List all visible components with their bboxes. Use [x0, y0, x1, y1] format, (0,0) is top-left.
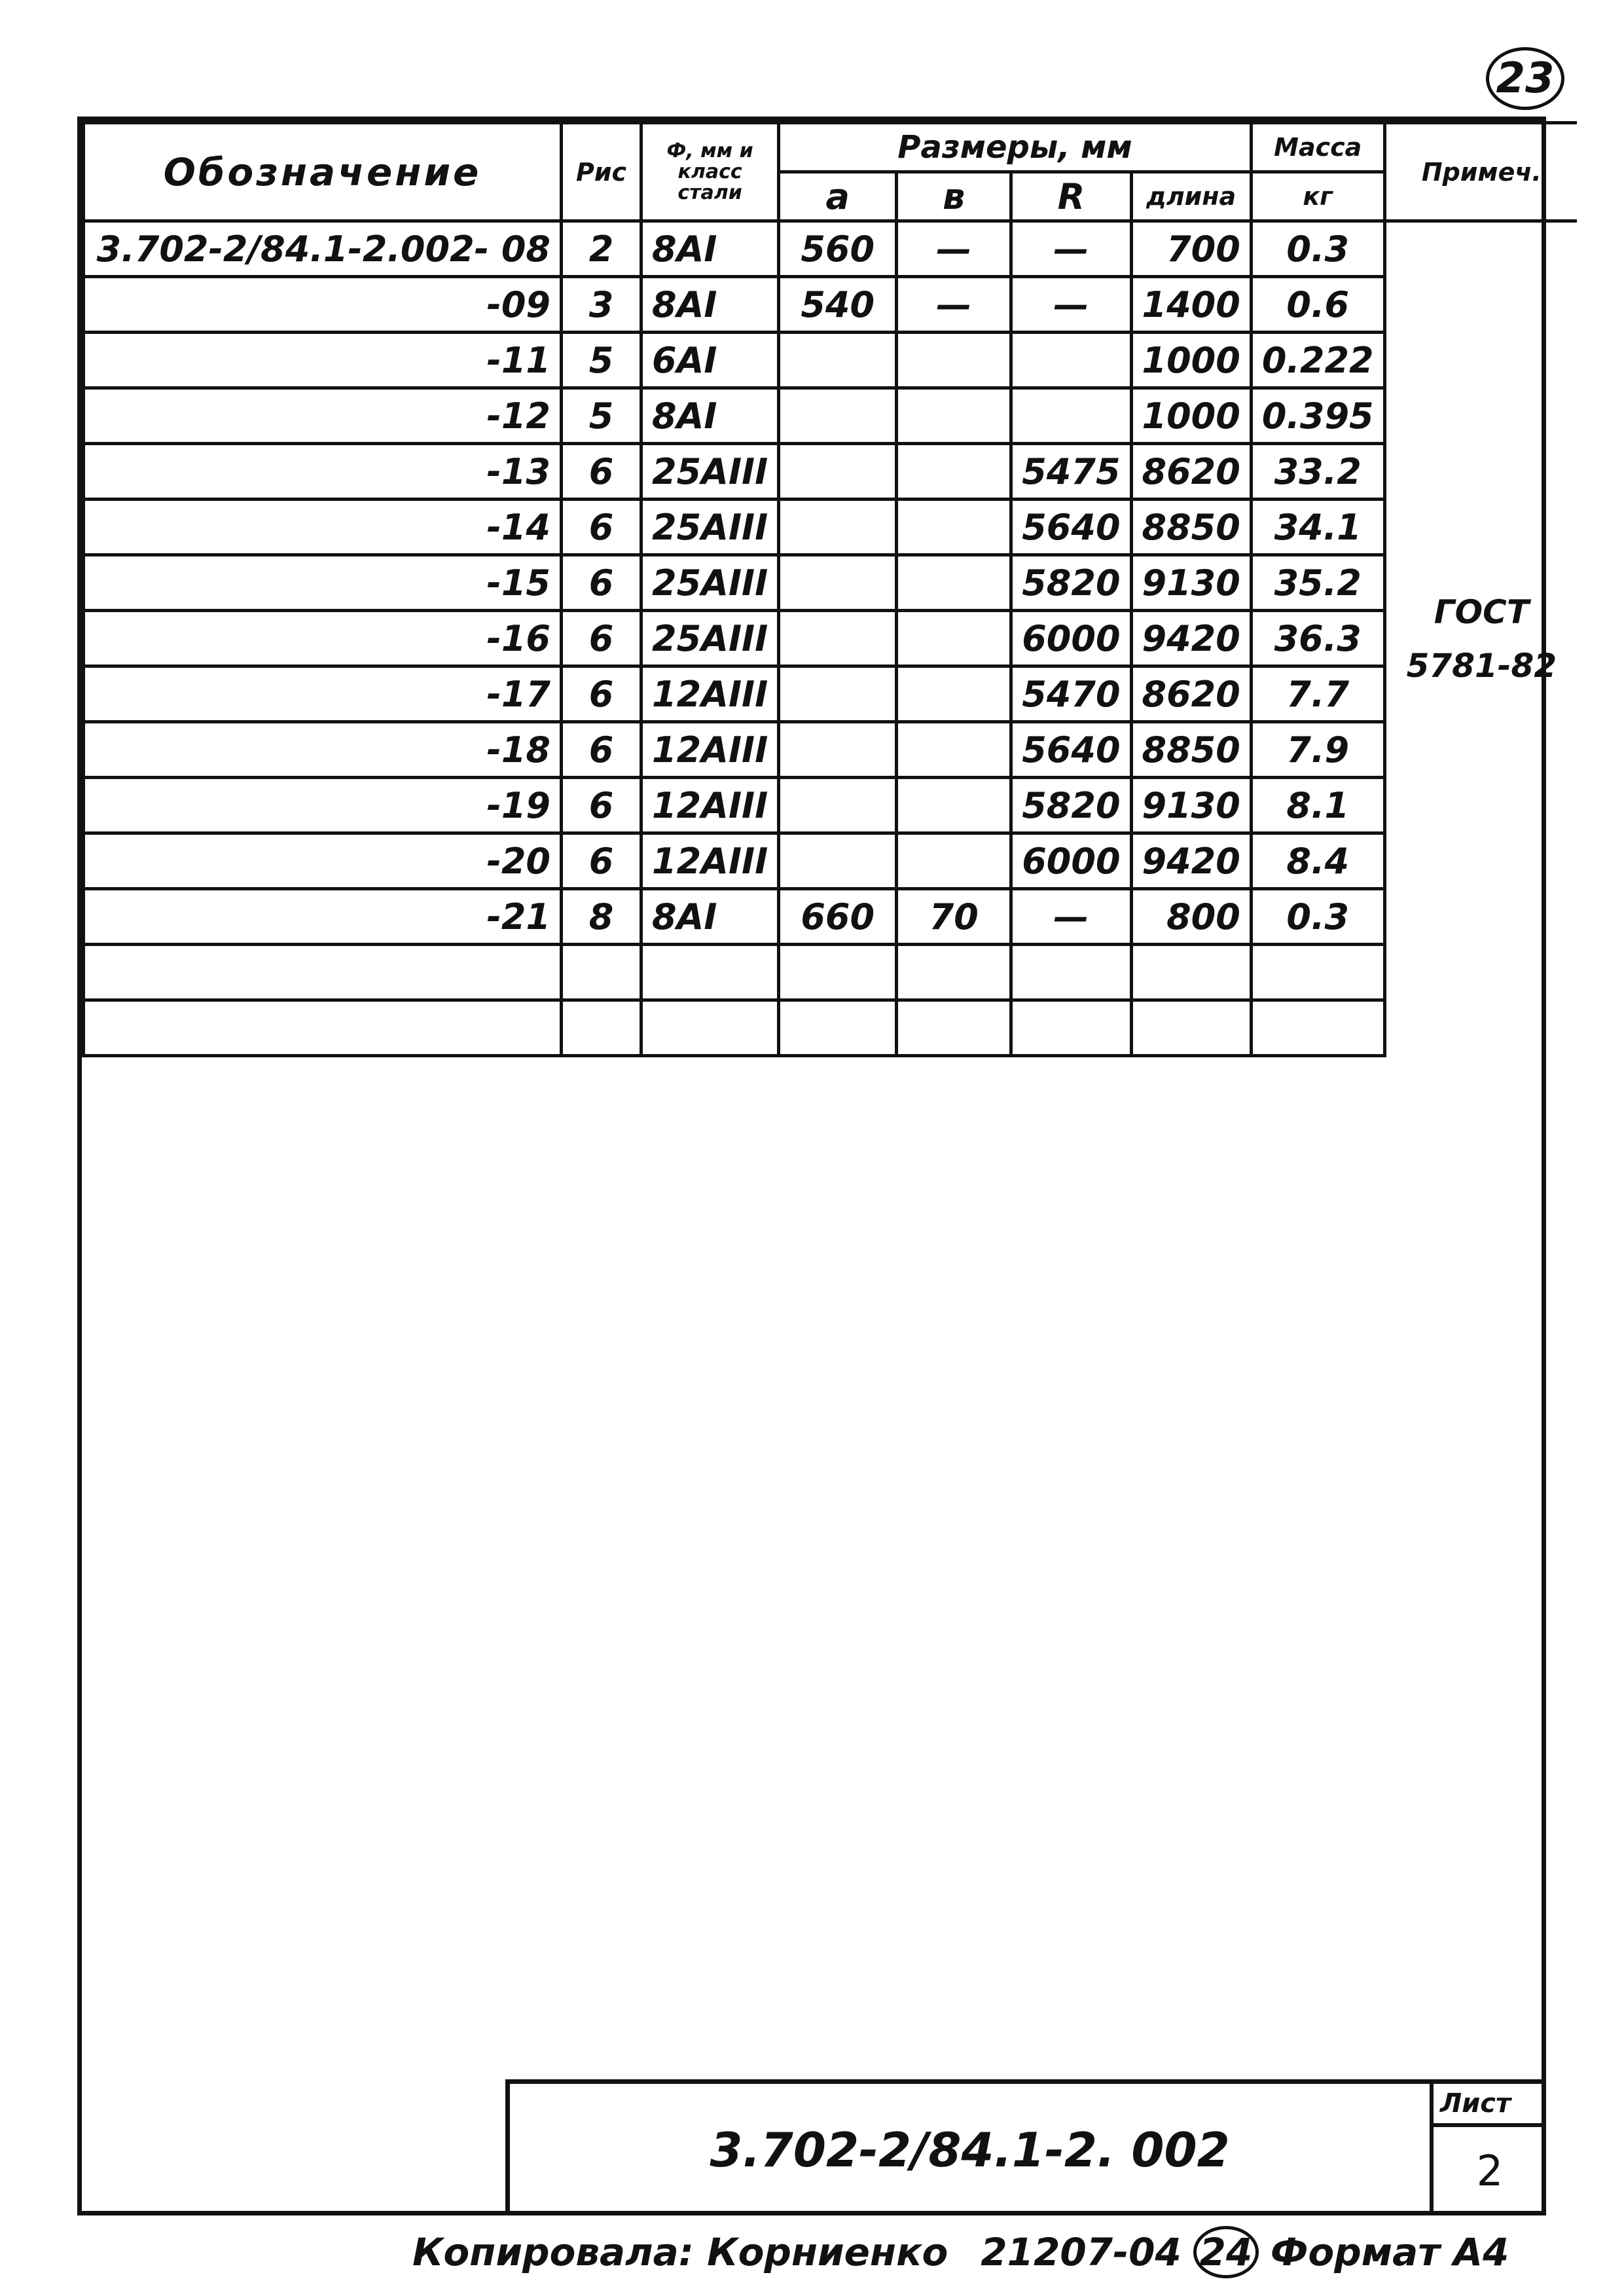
cell-dim-b — [897, 611, 1011, 666]
cell-dim-b — [897, 666, 1011, 722]
footer — [412, 2223, 1509, 2282]
empty-row — [84, 945, 1578, 1000]
header-mass: Масса — [1251, 123, 1384, 172]
cell-dim-r: — — [1011, 221, 1131, 277]
cell-dim-a: 660 — [779, 889, 897, 945]
cell-dim-length: 1400 — [1131, 277, 1251, 333]
cell-dim-r: — — [1011, 277, 1131, 333]
cell-mass: 35.2 — [1251, 555, 1384, 611]
cell-dim-r: 6000 — [1011, 611, 1131, 666]
header-dim-a: a — [779, 172, 897, 221]
cell-dim-length: 9420 — [1131, 611, 1251, 666]
header-dim-b: в — [897, 172, 1011, 221]
cell-dim-length: 1000 — [1131, 388, 1251, 444]
cell-designation: -15 — [84, 555, 562, 611]
cell-designation: -13 — [84, 444, 562, 500]
table-row — [84, 611, 1578, 666]
cell-fig: 8 — [562, 889, 641, 945]
cell-dim-r: — — [1011, 889, 1131, 945]
paper-format: Формат А4 — [1270, 2230, 1509, 2274]
cell-mass: 7.9 — [1251, 722, 1384, 778]
cell-mass: 0.395 — [1251, 388, 1384, 444]
cell-dim-length: 9130 — [1131, 778, 1251, 833]
header-mass-unit: кг — [1251, 172, 1384, 221]
table-row — [84, 666, 1578, 722]
cell-fig: 6 — [562, 833, 641, 889]
cell-mass: 8.4 — [1251, 833, 1384, 889]
page-number: 23 — [1486, 47, 1564, 110]
header-dimensions: Размеры, мм — [779, 123, 1252, 172]
cell-steel: 8AI — [641, 889, 779, 945]
cell-dim-length: 1000 — [1131, 333, 1251, 388]
cell-mass: 0.222 — [1251, 333, 1384, 388]
cell-dim-b: — — [897, 277, 1011, 333]
empty-cell — [641, 1000, 779, 1056]
table-row — [84, 388, 1578, 444]
cell-dim-a: 540 — [779, 277, 897, 333]
empty-cell — [1251, 1000, 1384, 1056]
cell-dim-r: 6000 — [1011, 833, 1131, 889]
cell-dim-b — [897, 833, 1011, 889]
empty-cell — [562, 1000, 641, 1056]
table-row — [84, 778, 1578, 833]
cell-dim-length: 8620 — [1131, 444, 1251, 500]
table-row — [84, 833, 1578, 889]
cell-designation: -21 — [84, 889, 562, 945]
cell-mass: 34.1 — [1251, 500, 1384, 555]
sheet-cell — [1430, 2084, 1546, 2215]
specification-table — [82, 121, 1577, 1057]
empty-cell — [641, 945, 779, 1000]
header-diameter: Ф, мм и класс стали — [641, 123, 779, 221]
cell-dim-a — [779, 555, 897, 611]
cell-dim-b: — — [897, 221, 1011, 277]
cell-fig: 6 — [562, 722, 641, 778]
cell-dim-a — [779, 333, 897, 388]
order-number: 21207-04 — [981, 2230, 1182, 2274]
cell-mass: 0.3 — [1251, 889, 1384, 945]
cell-dim-r: 5640 — [1011, 500, 1131, 555]
cell-designation: -12 — [84, 388, 562, 444]
cell-designation: -19 — [84, 778, 562, 833]
table-row — [84, 722, 1578, 778]
cell-dim-b — [897, 722, 1011, 778]
cell-steel: 12AIII — [641, 778, 779, 833]
empty-cell — [779, 945, 897, 1000]
table-row — [84, 444, 1578, 500]
cell-fig: 6 — [562, 500, 641, 555]
cell-dim-length: 8850 — [1131, 722, 1251, 778]
cell-dim-length: 8850 — [1131, 500, 1251, 555]
cell-designation: 3.702-2/84.1-2.002- 08 — [84, 221, 562, 277]
cell-fig: 6 — [562, 555, 641, 611]
cell-dim-length: 800 — [1131, 889, 1251, 945]
title-block — [505, 2079, 1546, 2215]
cell-dim-a — [779, 833, 897, 889]
cell-dim-a — [779, 500, 897, 555]
cell-dim-a — [779, 666, 897, 722]
cell-dim-b — [897, 444, 1011, 500]
cell-steel: 6AI — [641, 333, 779, 388]
cell-steel: 8AI — [641, 277, 779, 333]
cell-fig: 6 — [562, 666, 641, 722]
cell-steel: 25AIII — [641, 555, 779, 611]
cell-dim-length: 8620 — [1131, 666, 1251, 722]
cell-steel: 25AIII — [641, 444, 779, 500]
cell-mass: 0.3 — [1251, 221, 1384, 277]
cell-dim-b — [897, 388, 1011, 444]
note-cell: ГОСТ 5781-82 — [1384, 221, 1577, 1056]
cell-dim-length: 9420 — [1131, 833, 1251, 889]
cell-steel: 25AIII — [641, 500, 779, 555]
empty-cell — [562, 945, 641, 1000]
cell-fig: 6 — [562, 444, 641, 500]
sheet-label: Лист — [1434, 2084, 1546, 2127]
cell-mass: 0.6 — [1251, 277, 1384, 333]
empty-cell — [84, 945, 562, 1000]
cell-designation: -09 — [84, 277, 562, 333]
table-row — [84, 333, 1578, 388]
empty-row — [84, 1000, 1578, 1056]
cell-dim-a — [779, 611, 897, 666]
cell-mass: 33.2 — [1251, 444, 1384, 500]
cell-steel: 8AI — [641, 221, 779, 277]
cell-mass: 8.1 — [1251, 778, 1384, 833]
copied-by: Копировала: Корниенко — [412, 2230, 948, 2274]
cell-steel: 12AIII — [641, 666, 779, 722]
cell-fig: 6 — [562, 611, 641, 666]
empty-cell — [1251, 945, 1384, 1000]
sheet-number: 2 — [1476, 2147, 1504, 2196]
cell-steel: 8AI — [641, 388, 779, 444]
cell-dim-r: 5640 — [1011, 722, 1131, 778]
empty-cell — [897, 945, 1011, 1000]
table-row — [84, 221, 1578, 277]
cell-fig: 6 — [562, 778, 641, 833]
cell-steel: 12AIII — [641, 722, 779, 778]
cell-dim-length: 700 — [1131, 221, 1251, 277]
cell-designation: -14 — [84, 500, 562, 555]
cell-fig: 5 — [562, 388, 641, 444]
cell-steel: 12AIII — [641, 833, 779, 889]
empty-cell — [1011, 1000, 1131, 1056]
empty-cell — [1131, 1000, 1251, 1056]
header-note: Примеч. — [1384, 123, 1577, 221]
cell-steel: 25AIII — [641, 611, 779, 666]
table-row — [84, 500, 1578, 555]
cell-mass: 36.3 — [1251, 611, 1384, 666]
cell-dim-r: 5820 — [1011, 778, 1131, 833]
cell-dim-r — [1011, 333, 1131, 388]
cell-dim-a — [779, 778, 897, 833]
empty-cell — [1011, 945, 1131, 1000]
cell-designation: -18 — [84, 722, 562, 778]
cell-dim-a — [779, 444, 897, 500]
cell-dim-b — [897, 555, 1011, 611]
header-dim-length: длина — [1131, 172, 1251, 221]
table-row — [84, 889, 1578, 945]
empty-cell — [1131, 945, 1251, 1000]
header-dim-r: R — [1011, 172, 1131, 221]
empty-cell — [897, 1000, 1011, 1056]
cell-dim-a: 560 — [779, 221, 897, 277]
empty-cell — [84, 1000, 562, 1056]
cell-fig: 2 — [562, 221, 641, 277]
cell-mass: 7.7 — [1251, 666, 1384, 722]
cell-dim-a — [779, 722, 897, 778]
cell-designation: -11 — [84, 333, 562, 388]
empty-cell — [779, 1000, 897, 1056]
cell-designation: -20 — [84, 833, 562, 889]
table-row — [84, 277, 1578, 333]
cell-fig: 3 — [562, 277, 641, 333]
cell-dim-b — [897, 778, 1011, 833]
cell-dim-r: 5475 — [1011, 444, 1131, 500]
header-fig: Рис — [562, 123, 641, 221]
table-row — [84, 555, 1578, 611]
cell-dim-b — [897, 333, 1011, 388]
cell-dim-b — [897, 500, 1011, 555]
cell-dim-r: 5470 — [1011, 666, 1131, 722]
cell-fig: 5 — [562, 333, 641, 388]
circled-number: 24 — [1193, 2226, 1259, 2278]
header-designation: Обозначение — [84, 123, 562, 221]
cell-dim-r — [1011, 388, 1131, 444]
cell-dim-b: 70 — [897, 889, 1011, 945]
cell-dim-a — [779, 388, 897, 444]
cell-designation: -17 — [84, 666, 562, 722]
document-code: 3.702-2/84.1-2. 002 — [710, 2122, 1230, 2178]
cell-designation: -16 — [84, 611, 562, 666]
cell-dim-r: 5820 — [1011, 555, 1131, 611]
cell-dim-length: 9130 — [1131, 555, 1251, 611]
